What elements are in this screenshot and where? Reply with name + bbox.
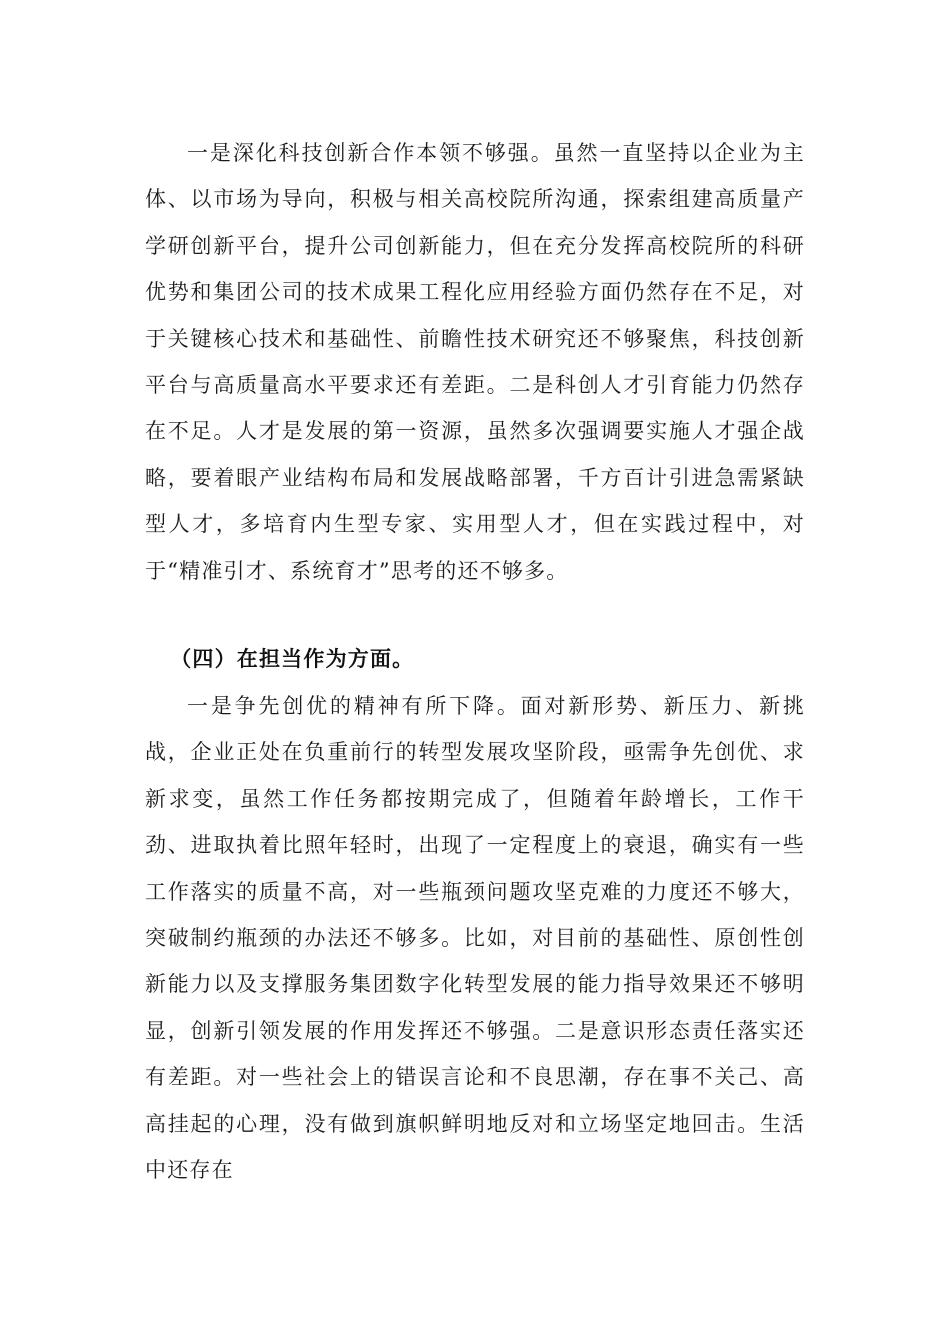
body-paragraph-science-innovation: 一是深化科技创新合作本领不够强。虽然一直坚持以企业为主体、以市场为导向，积极与相关高校院所沟通，探索组建高质量产学研创新平台，提升公司创新能力，但在充分发挥高校院所的科研优势和集团公司的技术成果工程化应用经验方面仍然存在不足，对于关键核心技术和基础性、前瞻性技术研究还不够聚焦，科技创新平台与高质量高水平要求还有差距。二是科创人才引育能力仍然存在不足。人才是发展的第一资源，虽然多次强调要实施人才强企战略，要着眼产业结构布局和发展战略部署，千方百计引进急需紧缺型人才，多培育内生型专家、实用型人才，但在实践过程中，对于“精准引才、系统育才”思考的还不够多。 <box>145 141 805 583</box>
section-heading-responsibility: （四）在担当作为方面。 <box>170 647 415 671</box>
body-paragraph-responsibility: 一是争先创优的精神有所下降。面对新形势、新压力、新挑战，企业正处在负重前行的转型发展攻坚阶段，亟需争先创优、求新求变，虽然工作任务都按期完成了，但随着年龄增长，工作干劲、进取执着比照年轻时，出现了一定程度上的衰退，确实有一些工作落实的质量不高，对一些瓶颈问题攻坚克难的力度还不够大，突破制约瓶颈的办法还不够多。比如，对目前的基础性、原创性创新能力以及支撑服务集团数字化转型发展的能力指导效果还不够明显，创新引领发展的作用发挥还不够强。二是意识形态责任落实还有差距。对一些社会上的错误言论和不良思潮，存在事不关己、高高挂起的心理，没有做到旗帜鲜明地反对和立场坚定地回击。生活中还存在 <box>145 694 805 1183</box>
